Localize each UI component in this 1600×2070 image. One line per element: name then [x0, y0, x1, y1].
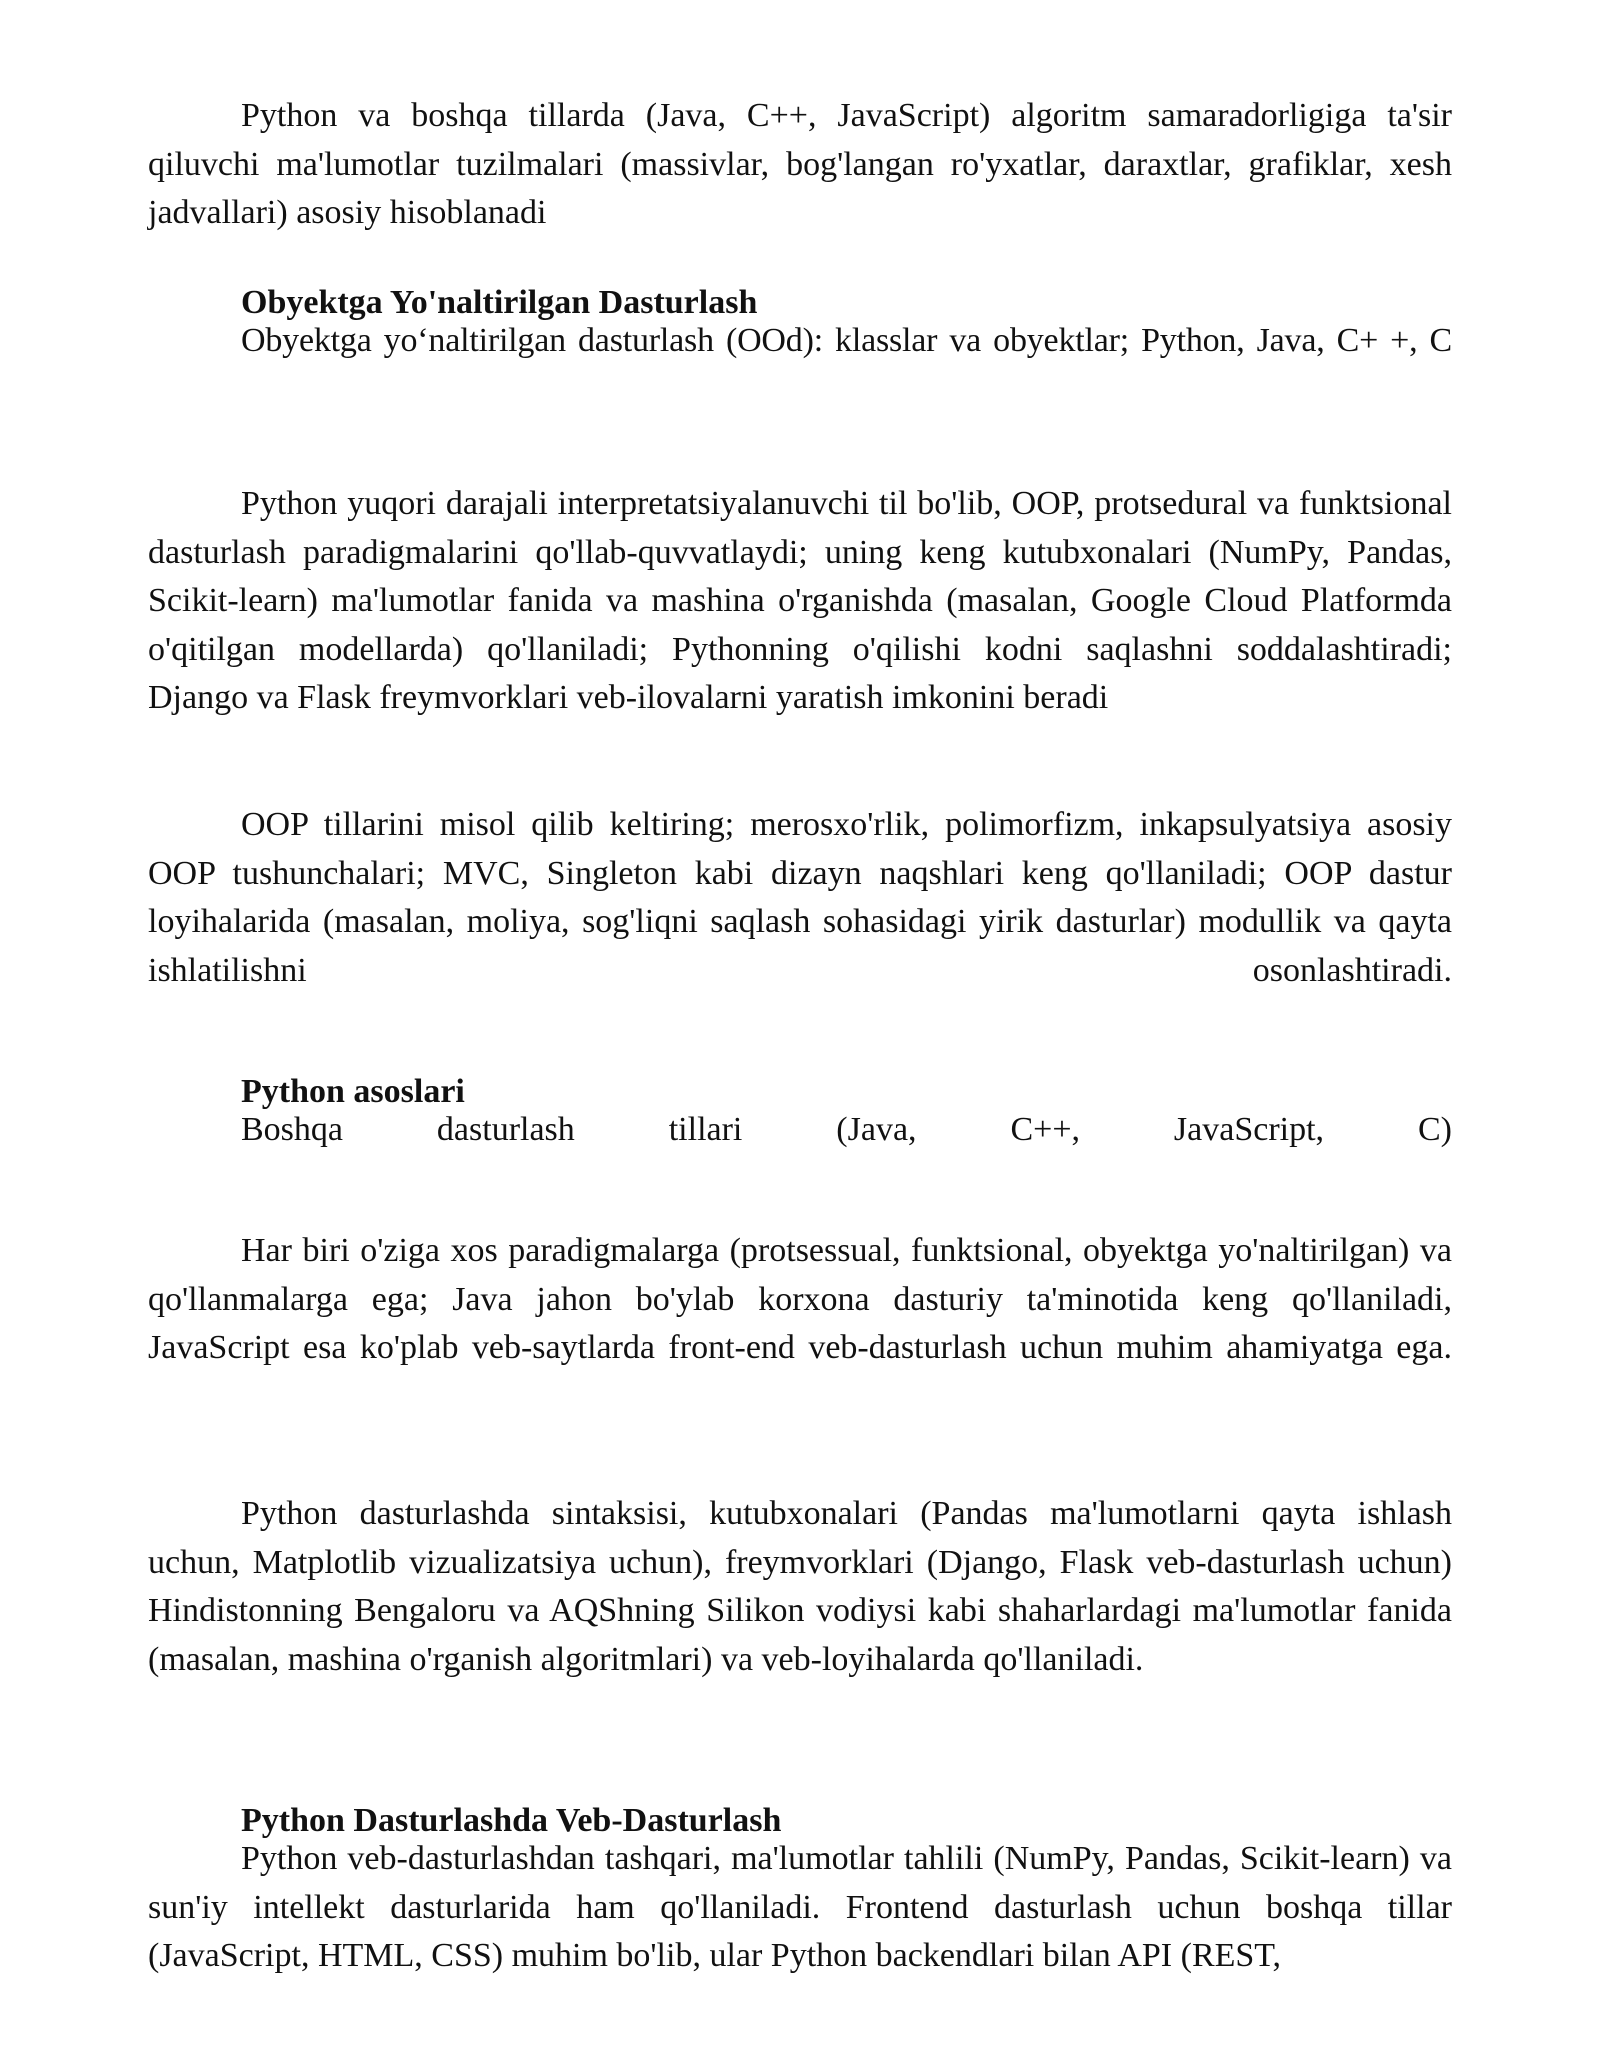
heading-oop: Obyektga Yo'naltirilgan Dasturlash — [241, 284, 758, 321]
paragraph-paradigms: Har biri o'ziga xos paradigmalarga (protsessual, funktsional, obyektga yo'naltirilgan) va qo'llanmalarga ega; Java jahon bo'ylab korxona dasturiy ta'minotida keng qo'llaniladi, JavaScript esa ko'plab veb-saytlarda front-end veb-dasturlash uchun muhim ahamiyatga ega. — [148, 1232, 1452, 1366]
paragraph-data-structures: Python va boshqa tillarda (Java, C++, JavaScript) algoritm samaradorligiga ta'sir qiluvchi ma'lumotlar tuzilmalari (massivlar, bog'langan ro'yxatlar, daraxtlar, grafiklar, xesh jadvallari) asosiy hisoblanadi — [148, 97, 1452, 231]
paragraph-oop-intro: Obyektga yo‘naltirilgan dasturlash (OOd): klasslar va obyektlar; Python, Java, C+ +, C — [241, 322, 1452, 359]
paragraph-oop-concepts: OOP tillarini misol qilib keltiring; merosxo'rlik, polimorfizm, inkapsulyatsiya asosiy OOP tushunchalari; MVC, Singleton kabi dizayn naqshlari keng qo'llaniladi; OOP dastur loyihalarida (masalan, moliya, sog'liqni saqlash sohasidagi yirik dasturlar) modullik va qayta ishlatilishni osonlashtiradi. — [148, 806, 1452, 989]
paragraph-web-development: Python veb-dasturlashdan tashqari, ma'lumotlar tahlili (NumPy, Pandas, Scikit-learn) va sun'iy intellekt dasturlarida ham qo'llaniladi. Frontend dasturlash uchun boshqa tillar (JavaScript, HTML, CSS) muhim bo'lib, ular Python backendlari bilan API (REST, — [148, 1840, 1452, 1974]
paragraph-python-overview: Python yuqori darajali interpretatsiyalanuvchi til bo'lib, OOP, protsedural va funktsional dasturlash paradigmalarini qo'llab-quvvatlaydi; uning keng kutubxonalari (NumPy, Pandas, Scikit-learn) ma'lumotlar fanida va mashina o'rganishda (masalan, Google Cloud Platformda o'qitilgan modellarda) qo'llaniladi; Pythonning o'qilishi kodni saqlashni soddalashtiradi; Django va Flask freymvorklari veb-ilovalarni yaratish imkonini beradi — [148, 485, 1452, 716]
heading-web-development: Python Dasturlashda Veb-Dasturlash — [241, 1802, 782, 1839]
heading-python-basics: Python asoslari — [241, 1073, 465, 1110]
paragraph-python-usage: Python dasturlashda sintaksisi, kutubxonalari (Pandas ma'lumotlarni qayta ishlash uchun, Matplotlib vizualizatsiya uchun), freymvorklari (Django, Flask veb-dasturlash uchun) Hindistonning Bengaloru va AQShning Silikon vodiysi kabi shaharlardagi ma'lumotlar fanida (masalan, mashina o'rganish algoritmlari) va veb-loyihalarda qo'llaniladi. — [148, 1495, 1452, 1678]
paragraph-other-languages: Boshqa dasturlash tillari (Java, C++, JavaScript, C) — [241, 1111, 1452, 1148]
